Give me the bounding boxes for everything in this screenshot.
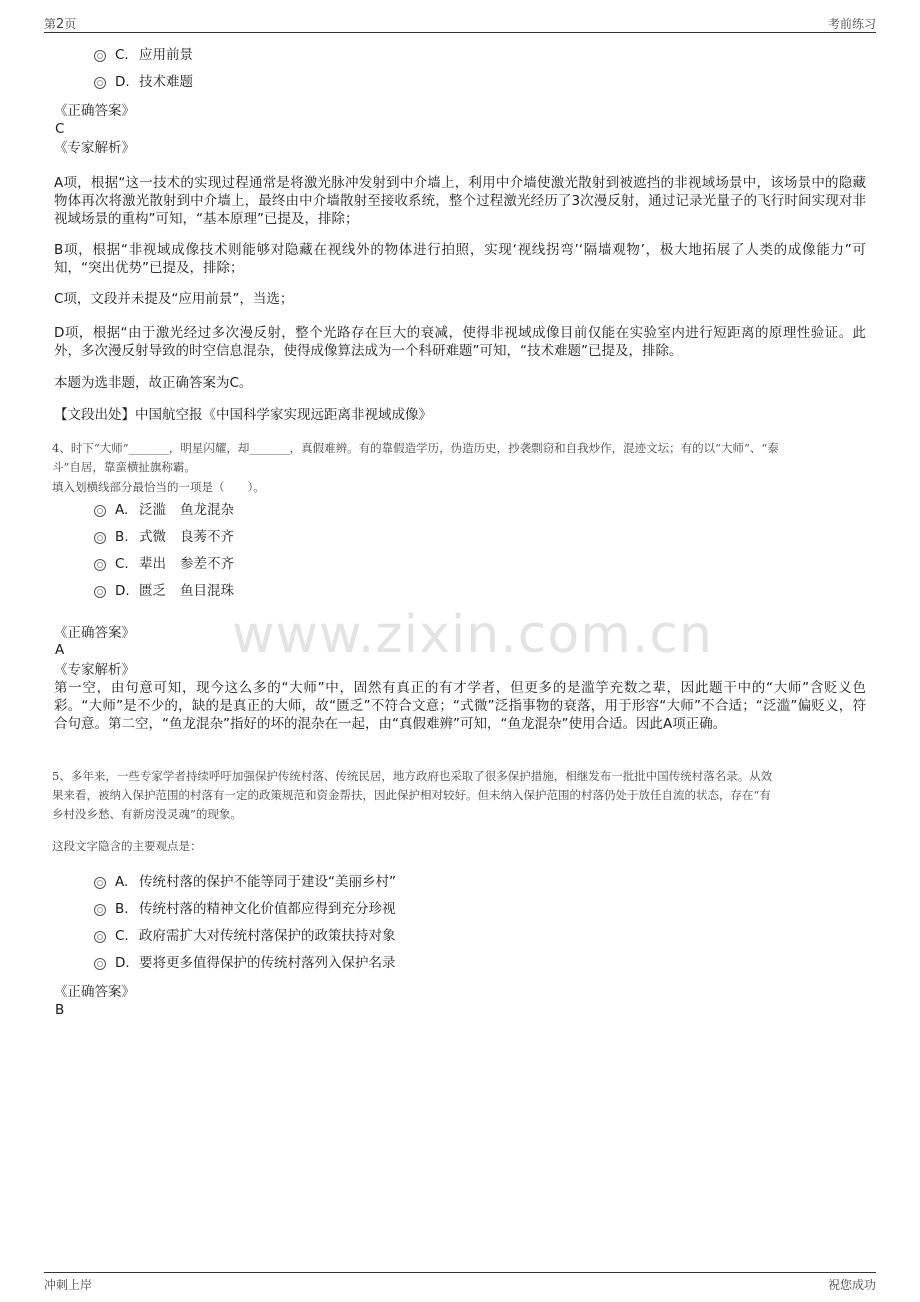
q5-option-b[interactable]: B. 传统村落的精神文化价值都应得到充分珍视 <box>94 899 396 919</box>
q3-analysis-label: 《专家解析》 <box>54 140 135 156</box>
radio-icon[interactable] <box>94 931 106 943</box>
radio-icon[interactable] <box>94 586 106 598</box>
radio-icon[interactable] <box>94 505 106 517</box>
q3-answer-label: 《正确答案》 <box>54 103 135 119</box>
page-header <box>44 14 876 33</box>
q5-option-d[interactable]: D. 要将更多值得保护的传统村落列入保护名录 <box>94 953 396 973</box>
q5-stem-line-1: 5、多年来，一些专家学者持续呼吁加强保护传统村落、传统民居，地方政府也采取了很多保护措施，相继发布一批批中国传统村落名录。从效 <box>52 769 773 783</box>
q3-answer: C <box>55 121 65 137</box>
q4-answer: A <box>55 642 65 658</box>
q4-option-a[interactable]: A. 泛滥 鱼龙混杂 <box>94 500 234 520</box>
q3-option-c[interactable]: C. 应用前景 <box>94 45 193 65</box>
q5-stem-line-3: 乡村没乡愁、有新房没灵魂”的现象。 <box>52 807 242 821</box>
q3-analysis-b: B项，根据“非视域成像技术则能够对隐藏在视线外的物体进行拍照，实现‘视线拐弯’‘隔墙观物’，极大地拓展了人类的成像能力”可知，“突出优势”已提及，排除； <box>54 242 866 276</box>
radio-icon[interactable] <box>94 77 106 89</box>
page-footer <box>44 1272 876 1294</box>
radio-icon[interactable] <box>94 50 106 62</box>
q4-analysis-label: 《专家解析》 <box>54 662 135 678</box>
q5-answer-label: 《正确答案》 <box>54 984 135 1000</box>
watermark: www.zixin.com.cn <box>232 605 713 665</box>
footer-right: 祝您成功 <box>827 1278 876 1292</box>
q3-option-d[interactable]: D. 技术难题 <box>94 72 193 92</box>
q3-analysis-c: C项，文段并未提及“应用前景”，当选； <box>54 291 294 307</box>
q4-stem-line-1: 4、时下“大师”_______，明星闪耀，却_______，真假难辨。有的靠假造学历，伪造历史，抄袭剽窃和自我炒作，混迹文坛；有的以“大师”、“泰 <box>52 441 779 455</box>
q4-option-c[interactable]: C. 辈出 参差不齐 <box>94 554 234 574</box>
q4-option-b[interactable]: B. 式微 良莠不齐 <box>94 527 234 547</box>
q5-answer: B <box>55 1002 65 1018</box>
q3-analysis-d: D项，根据“由于激光经过多次漫反射，整个光路存在巨大的衰减，使得非视域成像目前仅能在实验室内进行短距离的原理性验证。此外，多次漫反射导致的时空信息混杂，使得成像算法成为一个科研难题”可知，“技术难题”已提及，排除。 <box>54 325 866 359</box>
q4-answer-label: 《正确答案》 <box>54 625 135 641</box>
q5-option-c[interactable]: C. 政府需扩大对传统村落保护的政策扶持对象 <box>94 926 396 946</box>
page-number: 第2页 <box>44 17 77 32</box>
radio-icon[interactable] <box>94 559 106 571</box>
q4-prompt: 填入划横线部分最恰当的一项是（ ）。 <box>52 480 265 494</box>
radio-icon[interactable] <box>94 532 106 544</box>
q5-option-a[interactable]: A. 传统村落的保护不能等同于建设“美丽乡村” <box>94 872 396 892</box>
q4-analysis: 第一空，由句意可知，现今这么多的“大师”中，固然有真正的有才学者，但更多的是滥竽充数之辈，因此题干中的“大师”含贬义色彩。“大师”是不少的，缺的是真正的大师，故“匮乏”不符合文意；“式微”泛指事物的衰落，用于形容“大师”不合适；“泛滥”偏贬义，符合句意。第二空，“鱼龙混杂”指好的坏的混杂在一起，由“真假难辨”可知，“鱼龙混杂”使用合适。因此A项正确。 <box>54 680 866 732</box>
q3-analysis-a: A项，根据“这一技术的实现过程通常是将激光脉冲发射到中介墙上，利用中介墙使激光散射到被遮挡的非视域场景中，该场景中的隐藏物体再次将激光散射到中介墙上，最终由中介墙散射至接收系统，整个过程激光经历了3次漫反射，通过记录光量子的飞行时间实现对非视域场景的重构”可知，“基本原理”已提及，排除； <box>54 175 866 227</box>
q3-source: 【文段出处】中国航空报《中国科学家实现远距离非视域成像》 <box>54 407 432 423</box>
q3-conclusion: 本题为选非题，故正确答案为C。 <box>54 375 253 391</box>
q4-option-d[interactable]: D. 匮乏 鱼目混珠 <box>94 581 234 601</box>
radio-icon[interactable] <box>94 904 106 916</box>
header-title: 考前练习 <box>827 17 876 31</box>
q4-stem-line-2: 斗”自居，靠蛮横扯旗称霸。 <box>52 460 196 474</box>
q5-question: 这段文字隐含的主要观点是： <box>52 839 202 853</box>
q5-stem-line-2: 果来看，被纳入保护范围的村落有一定的政策规范和资金帮扶，因此保护相对较好。但未纳入保护范围的村落仍处于放任自流的状态，存在“有 <box>52 788 771 802</box>
radio-icon[interactable] <box>94 958 106 970</box>
radio-icon[interactable] <box>94 877 106 889</box>
footer-left: 冲刺上岸 <box>44 1278 93 1292</box>
